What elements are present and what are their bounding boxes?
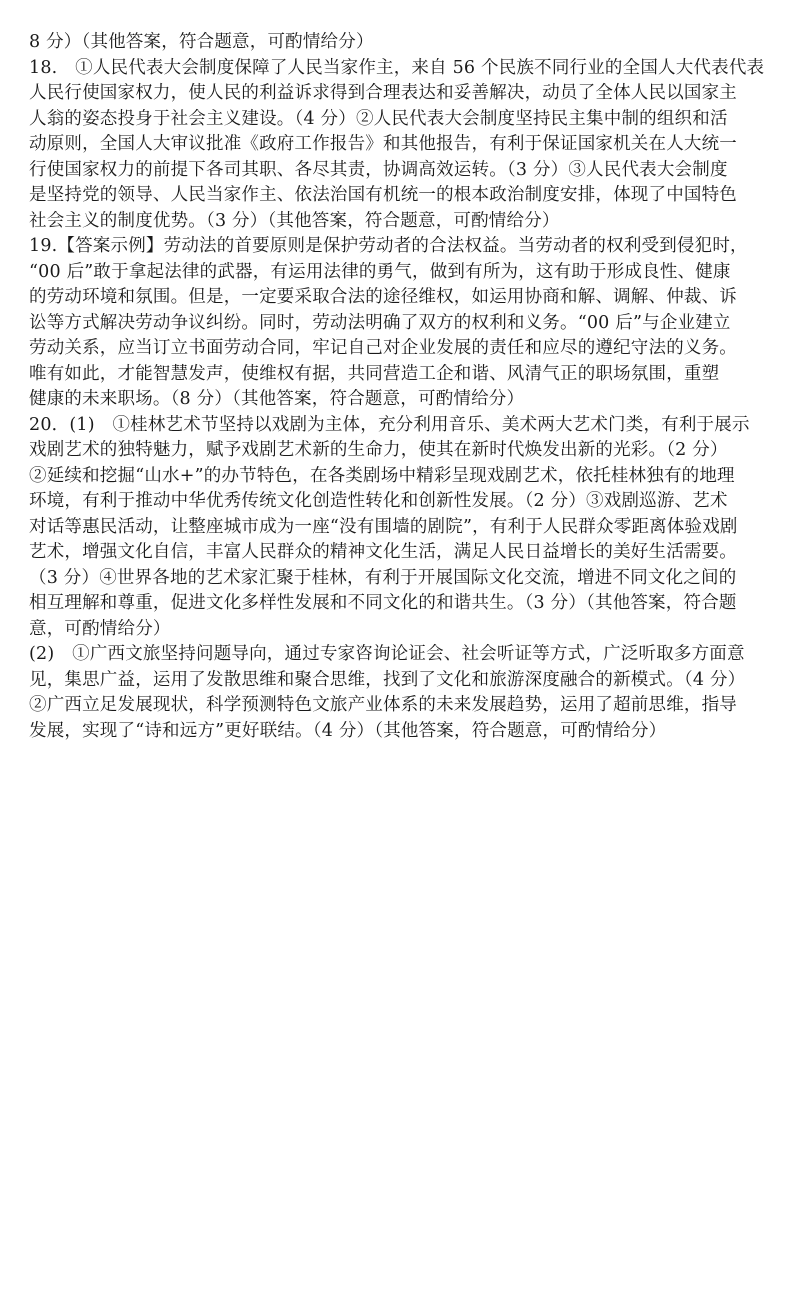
text-line: 动原则，全国人大审议批准《政府工作报告》和其他报告，有利于保证国家机关在人大统一 <box>29 134 737 154</box>
answer-text-block <box>29 30 789 744</box>
text-line: (2) ①广西文旅坚持问题导向，通过专家咨询论证会、社会听证等方式，广泛听取多方面意 <box>29 644 745 664</box>
text-line: 对话等惠民活动，让整座城市成为一座“没有围墙的剧院”，有利于人民群众零距离体验戏剧 <box>29 516 738 537</box>
text-line: 8 分）（其他答案，符合题意，可酌情给分） <box>29 32 374 52</box>
text-line: 人翁的姿态投身于社会主义建设。（4 分）②人民代表大会制度坚持民主集中制的组织和活 <box>29 108 728 129</box>
text-line: 环境，有利于推动中华优秀传统文化创造性转化和创新性发展。（2 分）③戏剧巡游、艺术 <box>29 491 728 511</box>
text-line: 18. ①人民代表大会制度保障了人民当家作主，来自 56 个民族不同行业的全国人大代表代表 <box>29 57 765 78</box>
text-line: 的劳动环境和氛围。但是，一定要采取合法的途径维权，如运用协商和解、调解、仲裁、诉 <box>29 287 737 307</box>
text-line: 20．(1) ①桂林艺术节坚持以戏剧为主体，充分利用音乐、美术两大艺术门类，有利于展示 <box>29 414 750 435</box>
text-line: 19.【答案示例】劳动法的首要原则是保护劳动者的合法权益。当劳动者的权利受到侵犯时， <box>29 236 748 256</box>
text-line: “00 后”敢于拿起法律的武器，有运用法律的勇气，做到有所为，这有助于形成良性、健康 <box>29 261 731 282</box>
text-line: 是坚持党的领导、人民当家作主、依法治国有机统一的根本政治制度安排，体现了中国特色 <box>29 185 737 205</box>
text-line: 见，集思广益，运用了发散思维和聚合思维，找到了文化和旅游深度融合的新模式。（4 分） <box>29 669 746 690</box>
text-line: 行使国家权力的前提下各司其职、各尽其责，协调高效运转。（3 分）③人民代表大会制度 <box>29 159 728 180</box>
text-line: 健康的未来职场。（8 分）（其他答案，符合题意，可酌情给分） <box>29 389 525 409</box>
text-line: 相互理解和尊重，促进文化多样性发展和不同文化的和谐共生。（3 分）（其他答案，符合题 <box>29 593 737 613</box>
text-line: ②广西立足发展现状，科学预测特色文旅产业体系的未来发展趋势，运用了超前思维，指导 <box>29 695 737 715</box>
text-line: （3 分）④世界各地的艺术家汇聚于桂林，有利于开展国际文化交流，增进不同文化之间的 <box>29 567 737 588</box>
text-line: 讼等方式解决劳动争议纠纷。同时，劳动法明确了双方的权利和义务。“00 后”与企业建立 <box>29 312 731 333</box>
text-line: 艺术，增强文化自信，丰富人民群众的精神文化生活，满足人民日益增长的美好生活需要。 <box>29 542 737 562</box>
text-line: 意，可酌情给分） <box>29 618 171 639</box>
text-line: 劳动关系，应当订立书面劳动合同，牢记自己对企业发展的责任和应尽的遵纪守法的义务。 <box>29 338 737 358</box>
text-line: ②延续和挖掘“山水+”的办节特色，在各类剧场中精彩呈现戏剧艺术，依托桂林独有的地理 <box>29 465 735 486</box>
text-line: 戏剧艺术的独特魅力，赋予戏剧艺术新的生命力，使其在新时代焕发出新的光彩。（2 分） <box>29 440 728 460</box>
text-line: 唯有如此，才能智慧发声，使维权有据，共同营造工企和谐、风清气正的职场氛围，重塑 <box>29 363 720 384</box>
text-line: 人民行使国家权力，使人民的利益诉求得到合理表达和妥善解决，动员了全体人民以国家主 <box>29 83 737 103</box>
text-line: 社会主义的制度优势。（3 分）（其他答案，符合题意，可酌情给分） <box>29 210 560 231</box>
text-line: 发展，实现了“诗和远方”更好联结。（4 分）（其他答案，符合题意，可酌情给分） <box>29 720 667 741</box>
